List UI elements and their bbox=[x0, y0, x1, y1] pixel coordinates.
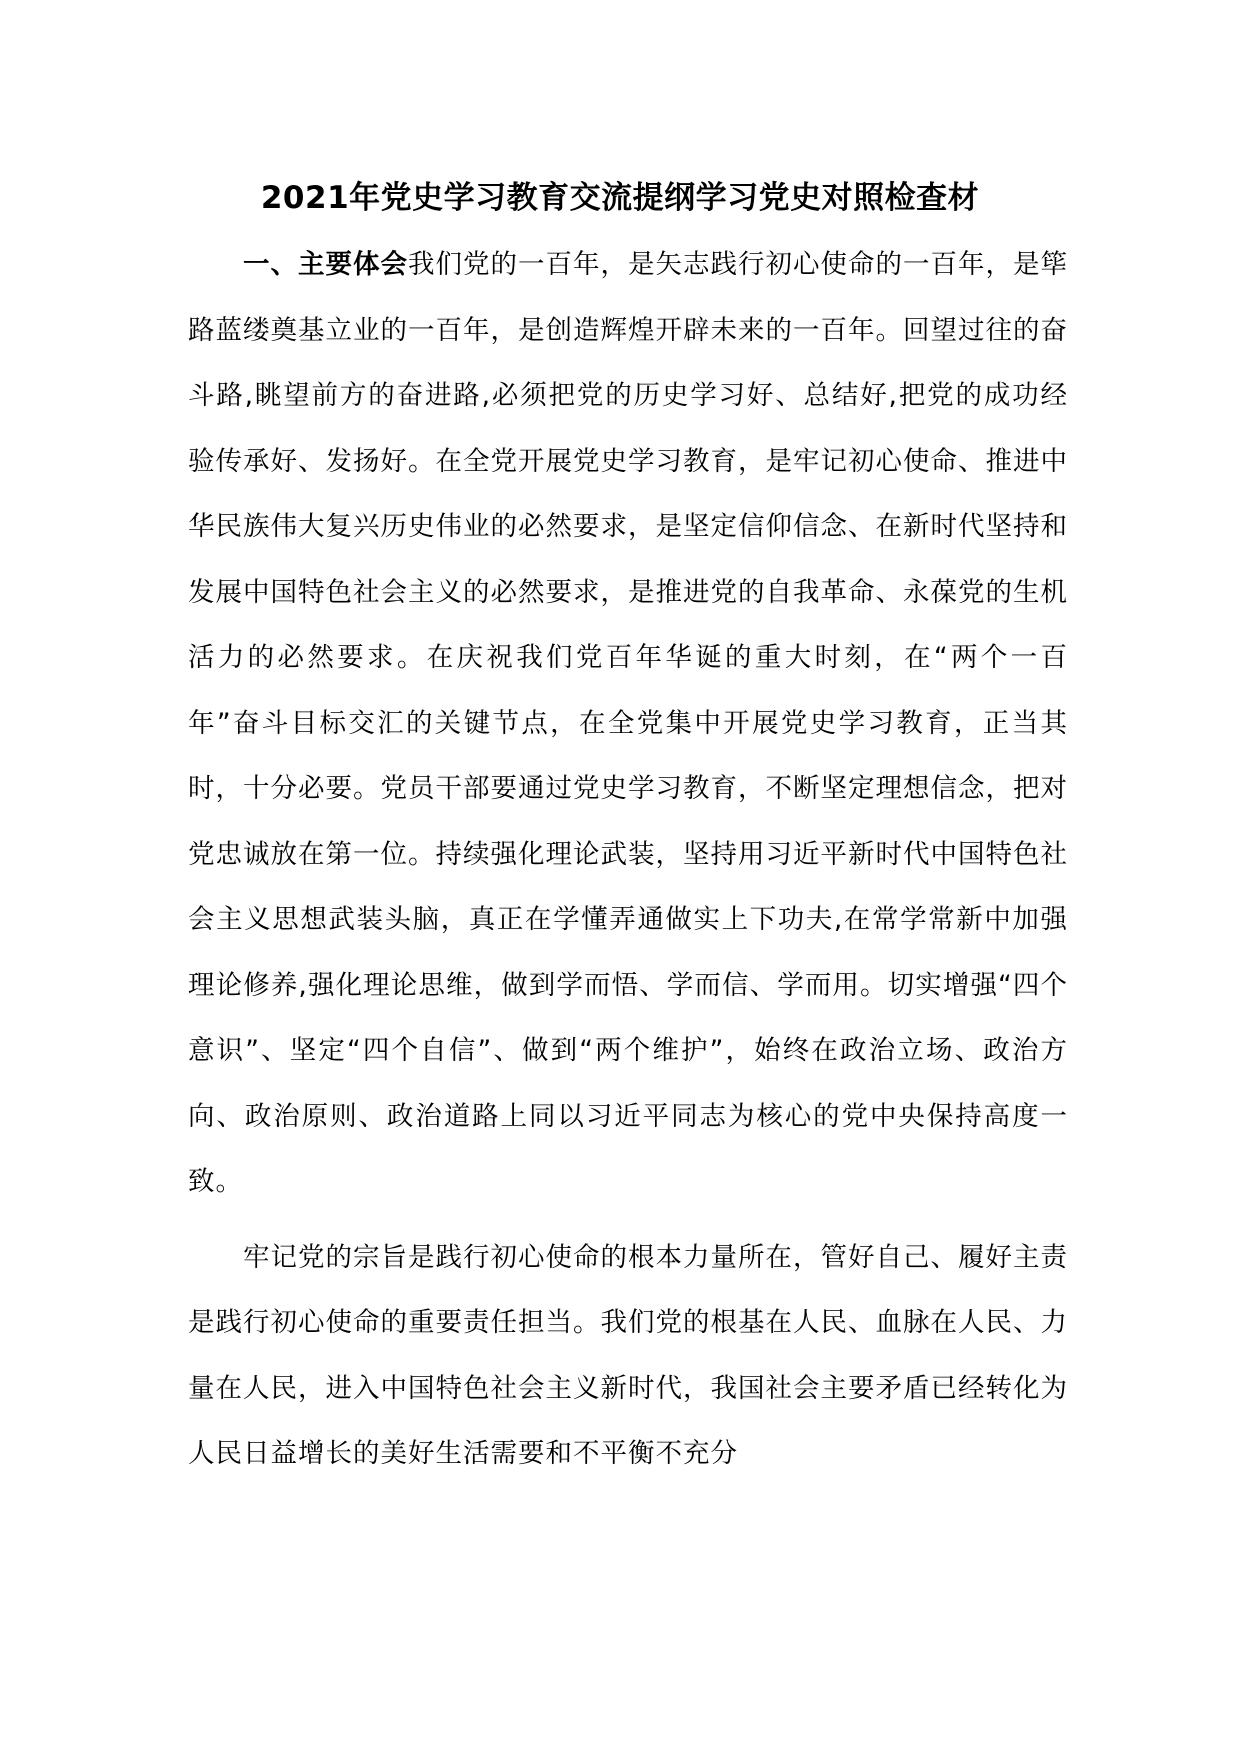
paragraph-1 bbox=[188, 232, 1068, 1215]
paragraph-2: 牢记党的宗旨是践行初心使命的根本力量所在，管好自己、履好主责是践行初心使命的重要责任担当。我们党的根基在人民、血脉在人民、力量在人民，进入中国特色社会主义新时代，我国社会主要矛盾已经转化为人民日益增长的美好生活需要和不平衡不充分 bbox=[188, 1241, 1068, 1469]
section-heading: 一、主要体会 bbox=[243, 249, 408, 280]
document-body bbox=[188, 232, 1068, 1487]
document-title: 2021年党史学习教育交流提纲学习党史对照检查材 bbox=[260, 180, 980, 216]
paragraph-1-text: 我们党的一百年，是矢志践行初心使命的一百年，是筚路蓝缕奠基立业的一百年，是创造辉煌开辟未来的一百年。回望过往的奋斗路,眺望前方的奋进路,必须把党的历史学习好、总结好,把党的成功经验传承好、发扬好。在全党开展党史学习教育，是牢记初心使命、推进中华民族伟大复兴历史伟业的必然要求，是坚定信仰信念、在新时代坚持和发展中国特色社会主义的必然要求，是推进党的自我革命、永葆党的生机活力的必然要求。在庆祝我们党百年华诞的重大时刻，在“两个一百年”奋斗目标交汇的关键节点，在全党集中开展党史学习教育，正当其时，十分必要。党员干部要通过党史学习教育，不断坚定理想信念，把对党忠诚放在第一位。持续强化理论武装，坚持用习近平新时代中国特色社会主义思想武装头脑，真正在学懂弄通做实上下功夫,在常学常新中加强理论修养,强化理论思维，做到学而悟、学而信、学而用。切实增强“四个意识”、坚定“四个自信”、做到“两个维护”，始终在政治立场、政治方向、政治原则、政治道路上同以习近平同志为核心的党中央保持高度一致。 bbox=[188, 249, 1068, 1197]
